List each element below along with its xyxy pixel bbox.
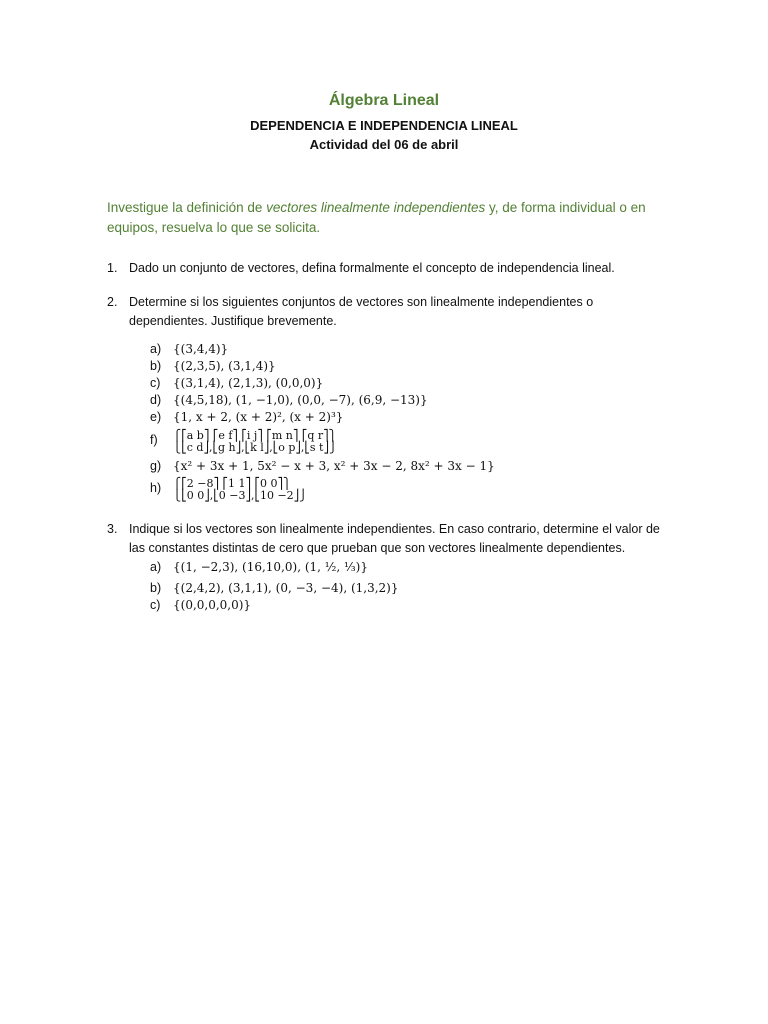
item-label: a) [150,560,162,574]
item-math: {(3,4,4)} [173,342,229,356]
matrix-row-top: ⎧⎡2 −8⎤ ⎡1 1⎤ ⎡0 0⎤⎫ [173,477,292,490]
item-math: {(2,4,2), (3,1,1), (0, −3, −4), (1,3,2)} [173,581,399,595]
question-number: 1. [107,261,118,275]
intro-text-after: y, de forma individual o en equipos, resuelva lo que se solicita. [107,200,646,235]
question-text: Dado un conjunto de vectores, defina formalmente el concepto de independencia lineal. [129,261,615,275]
item-math: {1, x + 2, (x + 2)², (x + 2)³} [173,410,344,424]
item-label: c) [150,376,161,390]
item-label: g) [150,459,162,473]
item-math: {(0,0,0,0,0)} [173,598,252,612]
activity-date: Actividad del 06 de abril [309,137,459,152]
matrix-row-bottom: ⎩⎣0 0⎦,⎣0 −3⎦,⎣10 −2⎦⎭ [173,489,308,502]
item-math-matrices [173,478,307,502]
question-text: Indique si los vectores son linealmente independientes. En caso contrario, determine el valor de las constantes distintas de cero que prueban que son vectores linealmente dependientes. [129,522,660,555]
item-math: {(1, −2,3), (16,10,0), (1, ½, ⅓)} [173,560,368,574]
document-title: Álgebra Lineal [328,92,440,109]
question-number: 3. [107,522,118,536]
item-math: {(2,3,5), (3,1,4)} [173,359,276,373]
item-label: f) [150,433,158,447]
item-math: {(3,1,4), (2,1,3), (0,0,0)} [173,376,324,390]
item-label: b) [150,581,162,595]
item-math-matrices [173,430,337,454]
intro-emphasis: vectores linealmente independientes [266,200,486,215]
question-number: 2. [107,295,118,309]
intro-paragraph [107,198,667,238]
document-subtitle: DEPENDENCIA E INDEPENDENCIA LINEAL [250,118,518,133]
intro-text-before: Investigue la definición de [107,200,267,215]
question-text: Determine si los siguientes conjuntos de vectores son linealmente independientes o dependientes. Justifique brevemente. [129,295,594,328]
item-label: e) [150,410,162,424]
item-math: {x² + 3x + 1, 5x² − x + 3, x² + 3x − 2, 8x² + 3x − 1} [173,459,495,473]
matrix-row-bottom: ⎩⎣c d⎦,⎣g h⎦,⎣k l⎦,⎣o p⎦,⎣s t⎦⎭ [173,441,338,454]
item-label: b) [150,359,162,373]
item-label: c) [150,598,161,612]
matrix-row-top: ⎧⎡a b⎤ ⎡e f⎤ ⎡i j⎤ ⎡m n⎤ ⎡q r⎤⎫ [173,429,337,442]
item-label: a) [150,342,162,356]
item-label: h) [150,481,162,495]
item-math: {(4,5,18), (1, −1,0), (0,0, −7), (6,9, −13)} [173,393,428,407]
item-label: d) [150,393,162,407]
